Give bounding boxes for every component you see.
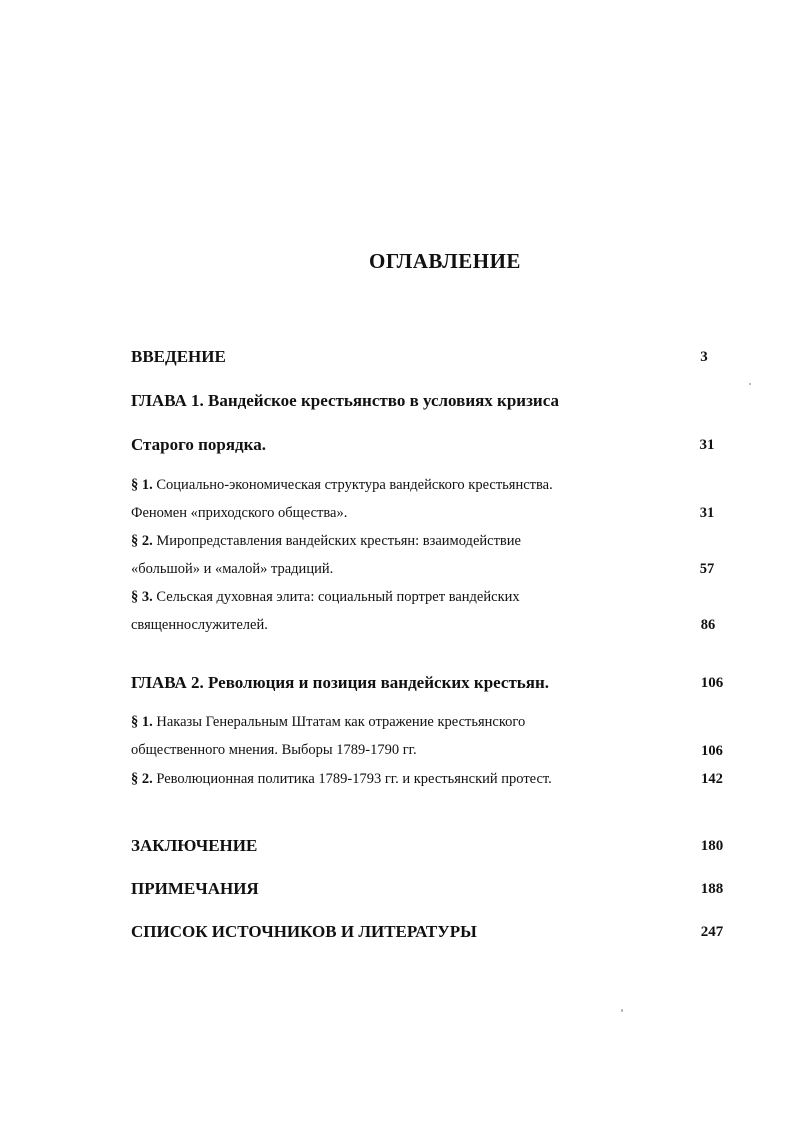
toc-conclusion-page: 180 <box>700 838 724 854</box>
toc-intro-page: 3 <box>700 349 708 365</box>
toc-notes-page: 188 <box>700 881 724 897</box>
toc-ch2-section1-line2: общественного мнения. Выборы 1789-1790 гг. <box>131 742 417 758</box>
toc-chapter1-title-line1: ГЛАВА 1. Вандейское крестьянство в условиях кризиса <box>131 391 559 410</box>
toc-ch2-section1-line1 <box>131 714 525 731</box>
scan-speck <box>749 383 751 385</box>
toc-ch2-section1-page: 106 <box>701 743 723 759</box>
toc-chapter1-page: 31 <box>699 437 715 453</box>
toc-chapter1-title-line2: Старого порядка. <box>131 435 266 454</box>
section-marker: § 1. <box>131 714 153 730</box>
toc-ch1-section2-line2: «большой» и «малой» традиций. <box>131 561 334 577</box>
toc-ch1-section2-page: 57 <box>699 561 715 577</box>
section-title: Сельская духовная элита: социальный портрет вандейских <box>156 589 520 605</box>
toc-conclusion-label: ЗАКЛЮЧЕНИЕ <box>131 836 258 855</box>
section-title: Миропредставления вандейских крестьян: взаимодействие <box>156 533 521 549</box>
toc-ch1-section1-line2: Феномен «приходского общества». <box>131 505 348 521</box>
toc-ch1-section1-line1 <box>131 477 553 494</box>
section-title: Социально-экономическая структура вандейского крестьянства. <box>156 477 553 493</box>
section-marker: § 3. <box>131 589 153 605</box>
toc-notes-label: ПРИМЕЧАНИЯ <box>131 879 259 898</box>
toc-intro-label: ВВЕДЕНИЕ <box>131 347 226 366</box>
section-marker: § 2. <box>131 533 153 549</box>
toc-ch1-section3-line1 <box>131 589 520 606</box>
section-marker: § 2. <box>131 771 153 787</box>
toc-ch1-section2-line1 <box>131 533 521 550</box>
section-title: Наказы Генеральным Штатам как отражение крестьянского <box>156 714 526 730</box>
section-marker: § 1. <box>131 477 153 493</box>
scan-speck <box>621 1009 623 1012</box>
toc-sources-label: СПИСОК ИСТОЧНИКОВ И ЛИТЕРАТУРЫ <box>131 922 477 941</box>
page-title: ОГЛАВЛЕНИЕ <box>369 249 521 273</box>
toc-ch1-section1-page: 31 <box>699 505 715 521</box>
toc-ch1-section3-line2: священнослужителей. <box>131 617 268 633</box>
toc-chapter2-title: ГЛАВА 2. Революция и позиция вандейских крестьян. <box>131 673 550 692</box>
toc-sources-page: 247 <box>700 924 724 940</box>
section-title: Революционная политика 1789-1793 гг. и крестьянский протест. <box>156 771 552 787</box>
toc-ch1-section3-page: 86 <box>700 617 716 633</box>
toc-ch2-section2-line1 <box>131 771 552 788</box>
toc-chapter2-page: 106 <box>700 675 724 691</box>
toc-ch2-section2-page: 142 <box>701 771 723 787</box>
